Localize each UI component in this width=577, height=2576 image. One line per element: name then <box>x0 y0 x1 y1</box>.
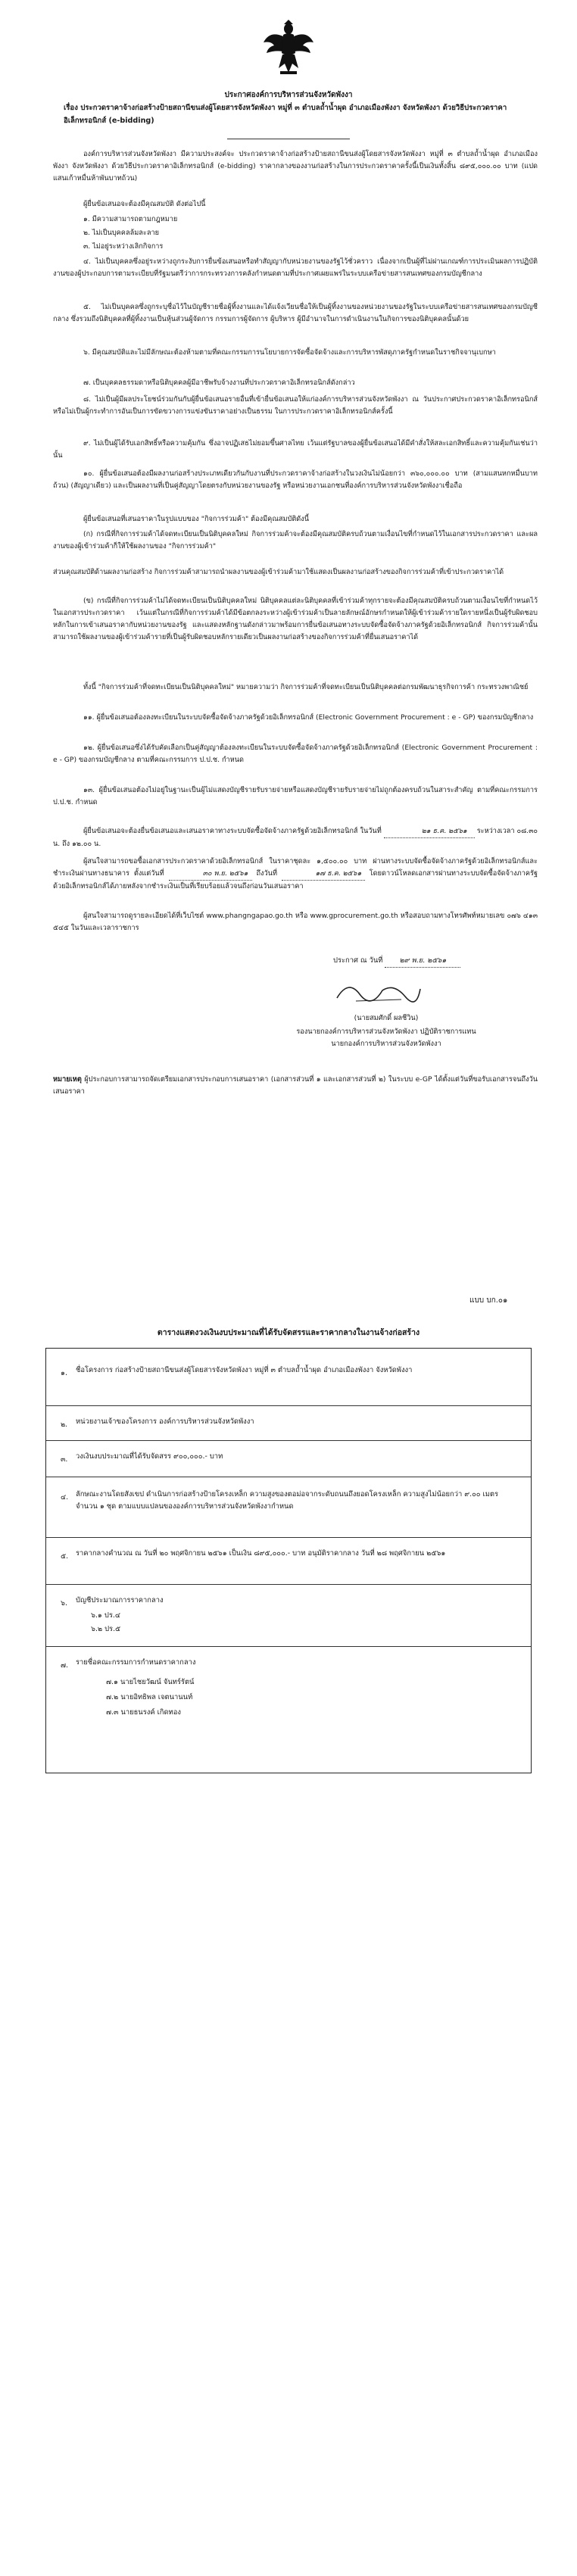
purchase-download-text: โดยดาวน์โหลดเอกสารผ่านทางระบบจัดซื้อจัดจ้างภาครัฐด้วยอิเล็กทรอนิกส์ได้ภายหลังจากชำระเงินเป็นที่เรียบร้อยแล้วจนถึงก่อนวันเสนอราคา <box>53 869 538 891</box>
qualification-item-12: ๑๒. ผู้ยื่นข้อเสนอซึ่งได้รับคัดเลือกเป็นคู่สัญญาต้องลงทะเบียนในระบบจัดซื้อจัดจ้างภาครัฐด้วยอิเล็กทรอนิกส์ (Electronic Government Procurement : e - GP) ของกรมบัญชีกลาง ตามที่คณะกรรมการ ป.ป.ช. กำหนด <box>53 744 538 765</box>
qualification-item-1: ๑. มีความสามารถตามกฎหมาย <box>83 215 178 223</box>
intro-paragraph: องค์การบริหารส่วนจังหวัดพังงา มีความประสงค์จะ ประกวดราคาจ้างก่อสร้างป้ายสถานีขนส่งผู้โดยสารจังหวัดพังงา หมู่ที่ ๓ ตำบลถ้ำน้ำผุด อำเภอเมืองพังงา จังหวัดพังงา ด้วยวิธีประกวดราคาอิเล็กทรอนิกส์ (e-bidding) ราคากลางของงานก่อสร้างในการประกวดราคาครั้งนี้เป็นเงินทั้งสิ้น ๘๙๕,๐๐๐.๐๐ บาท (แปดแสนเก้าหมื่นห้าพันบาทถ้วน) <box>53 150 538 183</box>
form-row-number: ๔. <box>61 1493 69 1502</box>
form-row-agency: หน่วยงานเจ้าของโครงการ องค์การบริหารส่วนจังหวัดพังงา <box>76 1417 254 1426</box>
form-row-number: ๑. <box>61 1369 67 1377</box>
form-row-committee: รายชื่อคณะกรรมการกำหนดราคากลาง <box>76 1658 196 1667</box>
form-row-divider <box>46 1584 531 1585</box>
form-row-divider <box>46 1646 531 1647</box>
form-row-number: ๗. <box>61 1661 69 1670</box>
joint-venture-definition: ทั้งนี้ "กิจการร่วมค้าที่จดทะเบียนเป็นนิติบุคคลใหม่" หมายความว่า กิจการร่วมค้าที่จดทะเบียนเป็นนิติบุคคลต่อกรมพัฒนาธุรกิจการค้า กระทรวงพาณิชย์ <box>83 683 529 691</box>
subject-text: ประกวดราคาจ้างก่อสร้างป้ายสถานีขนส่งผู้โดยสารจังหวัดพังงา หมู่ที่ ๓ ตำบลถ้ำน้ำผุด อำเภอเมืองพังงา จังหวัดพังงา ด้วยวิธีประกวดราคาอิเล็กทรอนิกส์ (e-bidding) <box>64 104 507 126</box>
announce-date-line <box>333 956 460 968</box>
qualification-item-3: ๓. ไม่อยู่ระหว่างเลิกกิจการ <box>83 242 164 251</box>
note-paragraph <box>53 1074 538 1098</box>
submission-time: ระหว่างเวลา ๐๘.๓๐ น. ถึง ๑๒.๐๐ น. <box>53 827 538 849</box>
joint-venture-lead: ผู้ยื่นข้อเสนอที่เสนอราคาในรูปแบบของ "กิจการร่วมค้า" ต้องมีคุณสมบัติดังนี้ <box>83 515 310 523</box>
form-row-divider <box>46 1440 531 1441</box>
purchase-start-date: ๓๐ พ.ย. ๒๕๖๑ <box>169 868 252 881</box>
qualification-item-5: ๕. ไม่เป็นบุคคลซึ่งถูกระบุชื่อไว้ในบัญชีรายชื่อผู้ทิ้งงานและได้แจ้งเวียนชื่อให้เป็นผู้ทิ้งงานของหน่วยงานของรัฐในระบบเครือข่ายสารสนเทศของกรมบัญชีกลาง ซึ่งรวมถึงนิติบุคคลที่ผู้ทิ้งงานเป็นหุ้นส่วนผู้จัดการ กรรมการผู้จัดการ ผู้บริหาร ผู้มีอำนาจในการดำเนินงานในกิจการของนิติบุคคลนั้นด้วย <box>53 303 538 324</box>
form-row-number: ๒. <box>61 1421 68 1429</box>
form-row-median-price: ราคากลางคำนวณ ณ วันที่ ๒๐ พฤศจิกายน ๒๕๖๑ เป็นเงิน ๘๙๕,๐๐๐.- บาท อนุมัติราคากลาง วันที่ ๒๘ พฤศจิกายน ๒๕๖๑ <box>76 1549 446 1558</box>
note-label: หมายเหตุ <box>53 1075 82 1084</box>
announcement-page <box>0 0 577 1272</box>
garuda-emblem-icon <box>262 20 315 77</box>
form-row-number: ๖. <box>61 1599 67 1608</box>
qualification-item-2: ๒. ไม่เป็นบุคคลล้มละลาย <box>83 229 160 237</box>
form-row-number: ๓. <box>61 1455 68 1464</box>
purchase-end-date: ๑๗ ธ.ค. ๒๕๖๑ <box>282 868 365 881</box>
qualification-item-11: ๑๑. ผู้ยื่นข้อเสนอต้องลงทะเบียนในระบบจัดซื้อจัดจ้างภาครัฐด้วยอิเล็กทรอนิกส์ (Electronic Government Procurement : e - GP) ของกรมบัญชีกลาง <box>83 713 534 722</box>
contact-paragraph: ผู้สนใจสามารถดูรายละเอียดได้ที่เว็บไซต์ www.phangngapao.go.th หรือ www.gprocurement.go.th หรือสอบถามทางโทรศัพท์หมายเลข ๐๗๖ ๔๑๓ ๕๔๕ ในวันและเวลาราชการ <box>53 912 538 933</box>
form-row-committee-member: ๗.๓ นายธนรงค์ เกิดทอง <box>106 1708 181 1717</box>
form-code: แบบ บก.๐๑ <box>469 1296 508 1305</box>
submission-paragraph <box>53 825 538 850</box>
form-page <box>0 1272 577 2576</box>
note-text: ผู้ประกอบการสามารถจัดเตรียมเอกสารประกอบการเสนอราคา (เอกสารส่วนที่ ๑ และเอกสารส่วนที่ ๒) ในระบบ e-GP ได้ตั้งแต่วันที่ขอรับเอกสารจนถึงวันเสนอราคา <box>53 1075 538 1096</box>
qualification-item-13: ๑๓. ผู้ยื่นข้อเสนอต้องไม่อยู่ในฐานะเป็นผู้ไม่แสดงบัญชีรายรับรายจ่ายหรือแสดงบัญชีรายรับรายจ่ายไม่ถูกต้องครบถ้วนในสาระสำคัญ ตามที่คณะกรรมการ ป.ป.ช. กำหนด <box>53 786 538 807</box>
form-row-committee-member: ๗.๑ นายไชยวัฒน์ จันทร์รัตน์ <box>106 1678 195 1686</box>
purchase-paragraph <box>53 856 538 893</box>
qualification-item-9: ๙. ไม่เป็นผู้ได้รับเอกสิทธิ์หรือความคุ้มกัน ซึ่งอาจปฏิเสธไม่ยอมขึ้นศาลไทย เว้นแต่รัฐบาลของผู้ยื่นข้อเสนอได้มีคำสั่งให้สละเอกสิทธิ์และความคุ้มกันเช่นว่านั้น <box>53 439 538 460</box>
qualification-item-6: ๖. มีคุณสมบัติและไม่มีลักษณะต้องห้ามตามที่คณะกรรมการนโยบายการจัดซื้อจัดจ้างและการบริหารพัสดุภาครัฐกำหนดในราชกิจจานุเบกษา <box>83 348 496 357</box>
form-row-estimate-list: บัญชีประมาณการราคากลาง <box>76 1596 164 1605</box>
form-row-committee-member: ๗.๒ นายอิทธิพล เจตนานนท์ <box>106 1693 193 1701</box>
signer-position-2: นายกองค์การบริหารส่วนจังหวัดพังงา <box>331 1040 441 1048</box>
announce-date: ๒๙ พ.ย. ๒๕๖๑ <box>385 956 460 968</box>
signature-icon <box>333 975 424 1006</box>
submission-on-label: ในวันที่ <box>360 827 382 835</box>
subject-block <box>64 101 518 128</box>
signer-name: (นายสมศักดิ์ ผลชีวิน) <box>354 1014 419 1022</box>
form-row-divider <box>46 1537 531 1538</box>
purchase-text: ผู้สนใจสามารถขอซื้อเอกสารประกวดราคาด้วยอิเล็กทรอนิกส์ ในราคาชุดละ ๑,๕๐๐.๐๐ บาท ผ่านทางระบบจัดซื้อจัดจ้างภาครัฐด้วยอิเล็กทรอนิกส์และชำระเงินผ่านทางธนาคาร ตั้งแต่วันที่ <box>53 857 538 878</box>
submission-date: ๒๑ ธ.ค. ๒๕๖๑ <box>384 825 475 838</box>
qualification-item-8: ๘. ไม่เป็นผู้มีผลประโยชน์ร่วมกันกับผู้ยื่นข้อเสนอรายอื่นที่เข้ายื่นข้อเสนอให้แก่องค์การบริหารส่วนจังหวัดพังงา ณ วันประกาศประกวดราคาอิเล็กทรอนิกส์ หรือไม่เป็นผู้กระทำการอันเป็นการขัดขวางการแข่งขันราคาอย่างเป็นธรรม ในการประกวดราคาอิเล็กทรอนิกส์ครั้งนี้ <box>53 395 538 416</box>
form-row-number: ๕. <box>61 1552 69 1561</box>
signer-position-1: รองนายกองค์การบริหารส่วนจังหวัดพังงา ปฏิบัติราชการแทน <box>296 1028 476 1036</box>
announce-date-label: ประกาศ ณ วันที่ <box>333 956 383 965</box>
form-row-estimate-item: ๖.๑ ปร.๔ <box>91 1611 120 1620</box>
qualification-lead: ผู้ยื่นข้อเสนอจะต้องมีคุณสมบัติ ดังต่อไปนี้ <box>83 200 206 208</box>
qualification-item-10: ๑๐. ผู้ยื่นข้อเสนอต้องมีผลงานก่อสร้างประเภทเดียวกันกับงานที่ประกวดราคาจ้างก่อสร้างในวงเงินไม่น้อยกว่า ๓๖๐,๐๐๐.๐๐ บาท (สามแสนหกหมื่นบาทถ้วน) (สัญญาเดียว) และเป็นผลงานที่เป็นคู่สัญญาโดยตรงกับหน่วยงานของรัฐ หรือหน่วยงานเอกชนที่องค์การบริหารส่วนจังหวัดพังงาเชื่อถือ <box>53 469 538 491</box>
submission-text: ผู้ยื่นข้อเสนอจะต้องยื่นข้อเสนอและเสนอราคาทางระบบจัดซื้อจัดจ้างภาครัฐด้วยอิเล็กทรอนิกส์ <box>83 827 358 835</box>
form-row-work-description: ลักษณะงานโดยสังเขป ดำเนินการก่อสร้างป้ายโครงเหล็ก ความสูงของตอม่อจากระดับถนนถึงยอดโครงเหล็ก ความสูงไม่น้อยกว่า ๙.๐๐ เมตร จำนวน ๑ ชุด ตามแบบแปลนขององค์การบริหารส่วนจังหวัดพังงากำหนด <box>76 1490 499 1511</box>
purchase-until-label: ถึงวันที่ <box>256 869 277 878</box>
form-title: ตารางแสดงวงเงินงบประมาณที่ได้รับจัดสรรและราคากลางในงานจ้างก่อสร้าง <box>157 1328 420 1337</box>
subject-label: เรื่อง <box>64 104 78 112</box>
joint-venture-work: ส่วนคุณสมบัติด้านผลงานก่อสร้าง กิจการร่วมค้าสามารถนำผลงานของผู้เข้าร่วมค้ามาใช้แสดงเป็นผลงานก่อสร้างของกิจการร่วมค้าที่เข้าประกวดราคาได้ <box>53 568 504 576</box>
qualification-item-4: ๔. ไม่เป็นบุคคลซึ่งอยู่ระหว่างถูกระงับการยื่นข้อเสนอหรือทำสัญญากับหน่วยงานของรัฐไว้ชั่วคราว เนื่องจากเป็นผู้ที่ไม่ผ่านเกณฑ์การประเมินผลการปฏิบัติงานของผู้ประกอบการตามระเบียบที่รัฐมนตรีว่าการกระทรวงการคลังกำหนดตามที่ประกาศเผยแพร่ในระบบเครือข่ายสารสนเทศของกรมบัญชีกลาง <box>53 257 538 279</box>
form-row-project-name: ชื่อโครงการ ก่อสร้างป้ายสถานีขนส่งผู้โดยสารจังหวัดพังงา หมู่ที่ ๓ ตำบลถ้ำน้ำผุด อำเภอเมืองพังงา จังหวัดพังงา <box>76 1366 413 1374</box>
form-row-estimate-item: ๖.๒ ปร.๕ <box>91 1625 121 1633</box>
form-row-divider <box>46 1405 531 1406</box>
qualification-item-7: ๗. เป็นบุคคลธรรมดาหรือนิติบุคคลผู้มีอาชีพรับจ้างงานที่ประกวดราคาอิเล็กทรอนิกส์ดังกล่าว <box>83 379 355 387</box>
joint-venture-a: (ก) กรณีที่กิจการร่วมค้าได้จดทะเบียนเป็นนิติบุคคลใหม่ กิจการร่วมค้าจะต้องมีคุณสมบัติครบถ้วนตามเงื่อนไขที่กำหนดไว้ในเอกสารประกวดราคา และผลงานของผู้เข้าร่วมค้าก็ให้ใช้ผลงานของ "กิจการร่วมค้า" <box>53 530 538 551</box>
form-row-budget: วงเงินงบประมาณที่ได้รับจัดสรร ๙๐๐,๐๐๐.- บาท <box>76 1452 223 1461</box>
joint-venture-b: (ข) กรณีที่กิจการร่วมค้าไม่ได้จดทะเบียนเป็นนิติบุคคลใหม่ นิติบุคคลแต่ละนิติบุคคลที่เข้าร่วมค้าทุกรายจะต้องมีคุณสมบัติครบถ้วนตามเงื่อนไขที่กำหนดไว้ในเอกสารประกวดราคา เว้นแต่ในกรณีที่กิจการร่วมค้าได้มีข้อตกลงระหว่างผู้เข้าร่วมค้าเป็นลายลักษณ์อักษรกำหนดให้ผู้เข้าร่วมค้ารายใดรายหนึ่งเป็นผู้รับผิดชอบหลักในการเข้าเสนอราคากับหน่วยงานของรัฐ และแสดงหลักฐานดังกล่าวมาพร้อมการยื่นข้อเสนอทางระบบจัดซื้อจัดจ้างภาครัฐด้วยอิเล็กทรอนิกส์ กิจการร่วมค้านั้นสามารถใช้ผลงานของผู้เข้าร่วมค้ารายที่เป็นผู้รับผิดชอบหลักรายเดียวเป็นผลงานก่อสร้างของกิจการร่วมค้าที่ยื่นเสนอราคาได้ <box>53 597 538 642</box>
org-title: ประกาศองค์การบริหารส่วนจังหวัดพังงา <box>224 91 353 99</box>
